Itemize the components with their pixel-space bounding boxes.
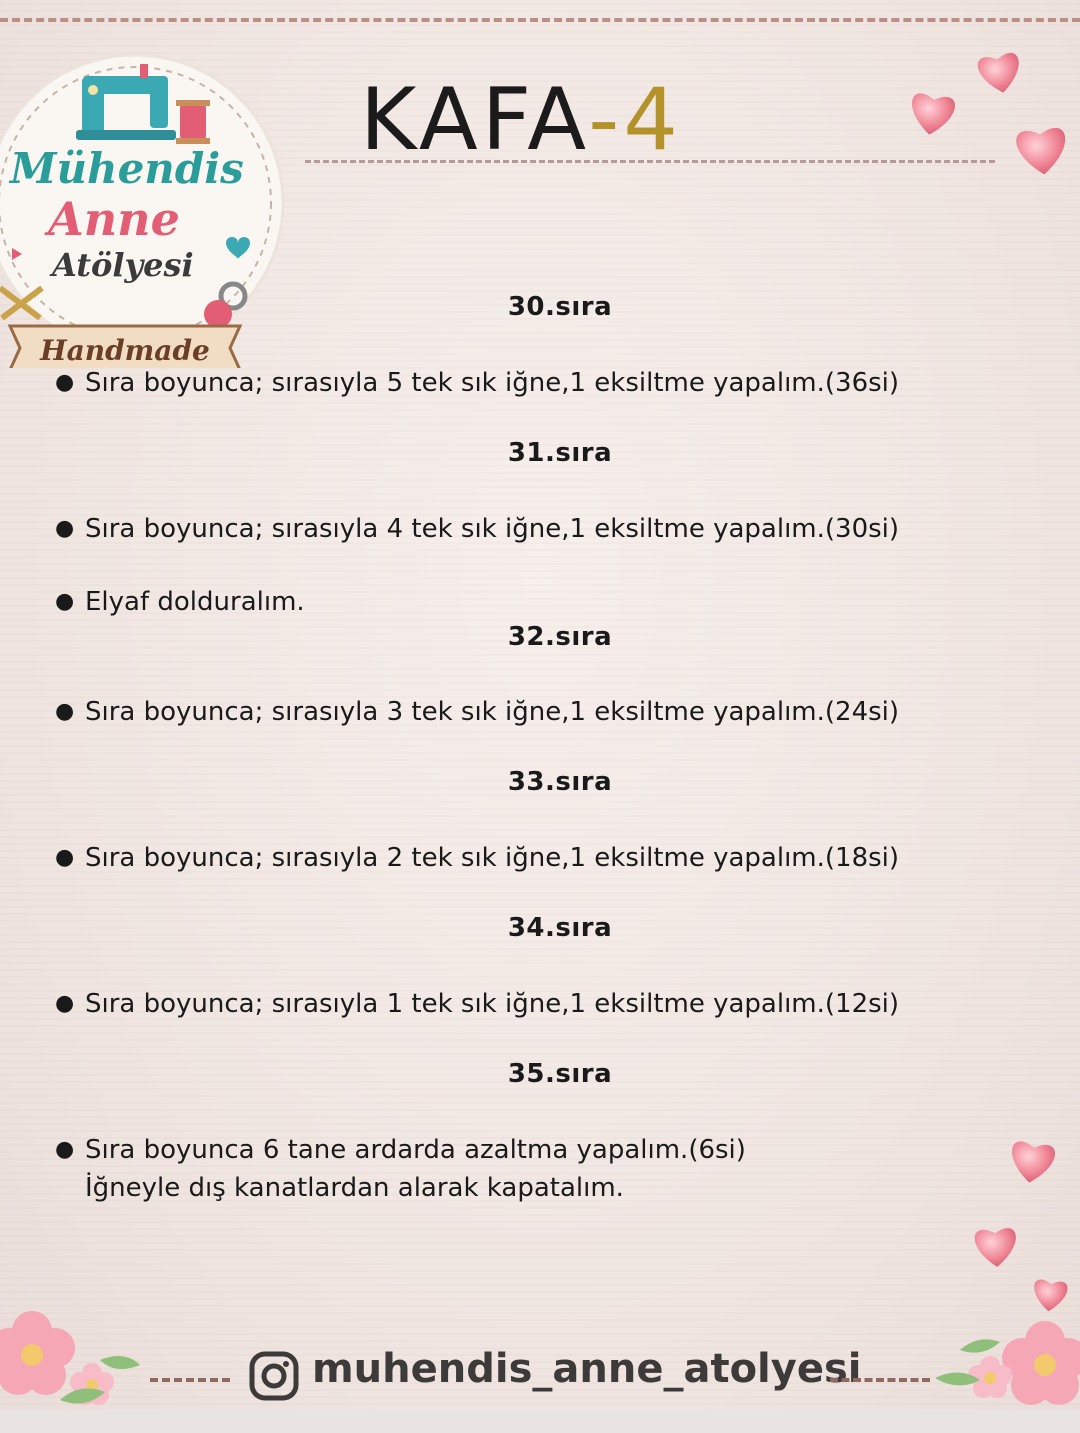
footer [0, 1340, 1080, 1410]
instagram-handle[interactable]: muhendis_anne_atolyesi [312, 1346, 862, 1392]
logo-line2: Anne [48, 192, 180, 246]
heart-icon [976, 52, 1023, 97]
heart-icon [1008, 1140, 1056, 1185]
list-item: ● Sıra boyunca; sırasıyla 3 tek sık iğne,1 eksiltme yapalım.(24si) [55, 693, 899, 731]
list-item: ● Sıra boyunca; sırasıyla 4 tek sık iğne,1 eksiltme yapalım.(30si) [55, 510, 899, 548]
bullet-icon: ● [55, 370, 75, 395]
list-item: ● Sıra boyunca; sırasıyla 1 tek sık iğne,1 eksiltme yapalım.(12si) [55, 985, 899, 1023]
heart-icon [1015, 127, 1068, 177]
top-dashed-border [0, 18, 1080, 22]
row-heading: 34.sıra [507, 913, 613, 943]
title-block [360, 70, 720, 170]
bullet-icon: ● [55, 516, 75, 541]
bullet-icon: ● [55, 845, 75, 870]
bullet-icon: ● [55, 699, 75, 724]
title-dashed-rule [305, 160, 995, 163]
heart-icon [908, 92, 956, 137]
list-item: ● Sıra boyunca; sırasıyla 2 tek sık iğne,1 eksiltme yapalım.(18si) [55, 839, 899, 877]
logo-line3: Atölyesi [52, 246, 194, 284]
row-heading: 30.sıra [507, 292, 613, 322]
row-heading: 35.sıra [507, 1059, 613, 1089]
bullet-icon: ● [55, 991, 75, 1016]
instagram-icon[interactable] [248, 1350, 300, 1402]
list-item: ● Sıra boyunca 6 tane ardarda azaltma yapalım.(6si) İğneyle dış kanatlardan alarak kapatalım. [55, 1131, 746, 1207]
row-heading: 33.sıra [507, 767, 613, 797]
heart-icon [974, 1228, 1018, 1269]
bottom-strip [0, 1410, 1080, 1433]
title-number: -4 [588, 70, 682, 170]
footer-dash-left [150, 1378, 230, 1382]
row-heading: 32.sıra [507, 622, 613, 652]
list-item: ● Sıra boyunca; sırasıyla 5 tek sık iğne,1 eksiltme yapalım.(36si) [55, 364, 899, 402]
row-heading: 31.sıra [507, 438, 613, 468]
thread-spool-icon [176, 100, 210, 144]
bullet-icon: ● [55, 589, 75, 614]
heart-icon [1032, 1279, 1068, 1313]
title-main: KAFA [360, 70, 589, 170]
bullet-icon: ● [55, 1137, 75, 1162]
page-title [360, 70, 720, 170]
footer-dash-right [830, 1378, 930, 1382]
list-item: ● Elyaf dolduralım. [55, 583, 305, 621]
ribbon-text: Handmade [40, 334, 210, 367]
continuation-line: İğneyle dış kanatlardan alarak kapatalım. [85, 1173, 624, 1203]
logo-line1: Mühendis [10, 144, 244, 193]
